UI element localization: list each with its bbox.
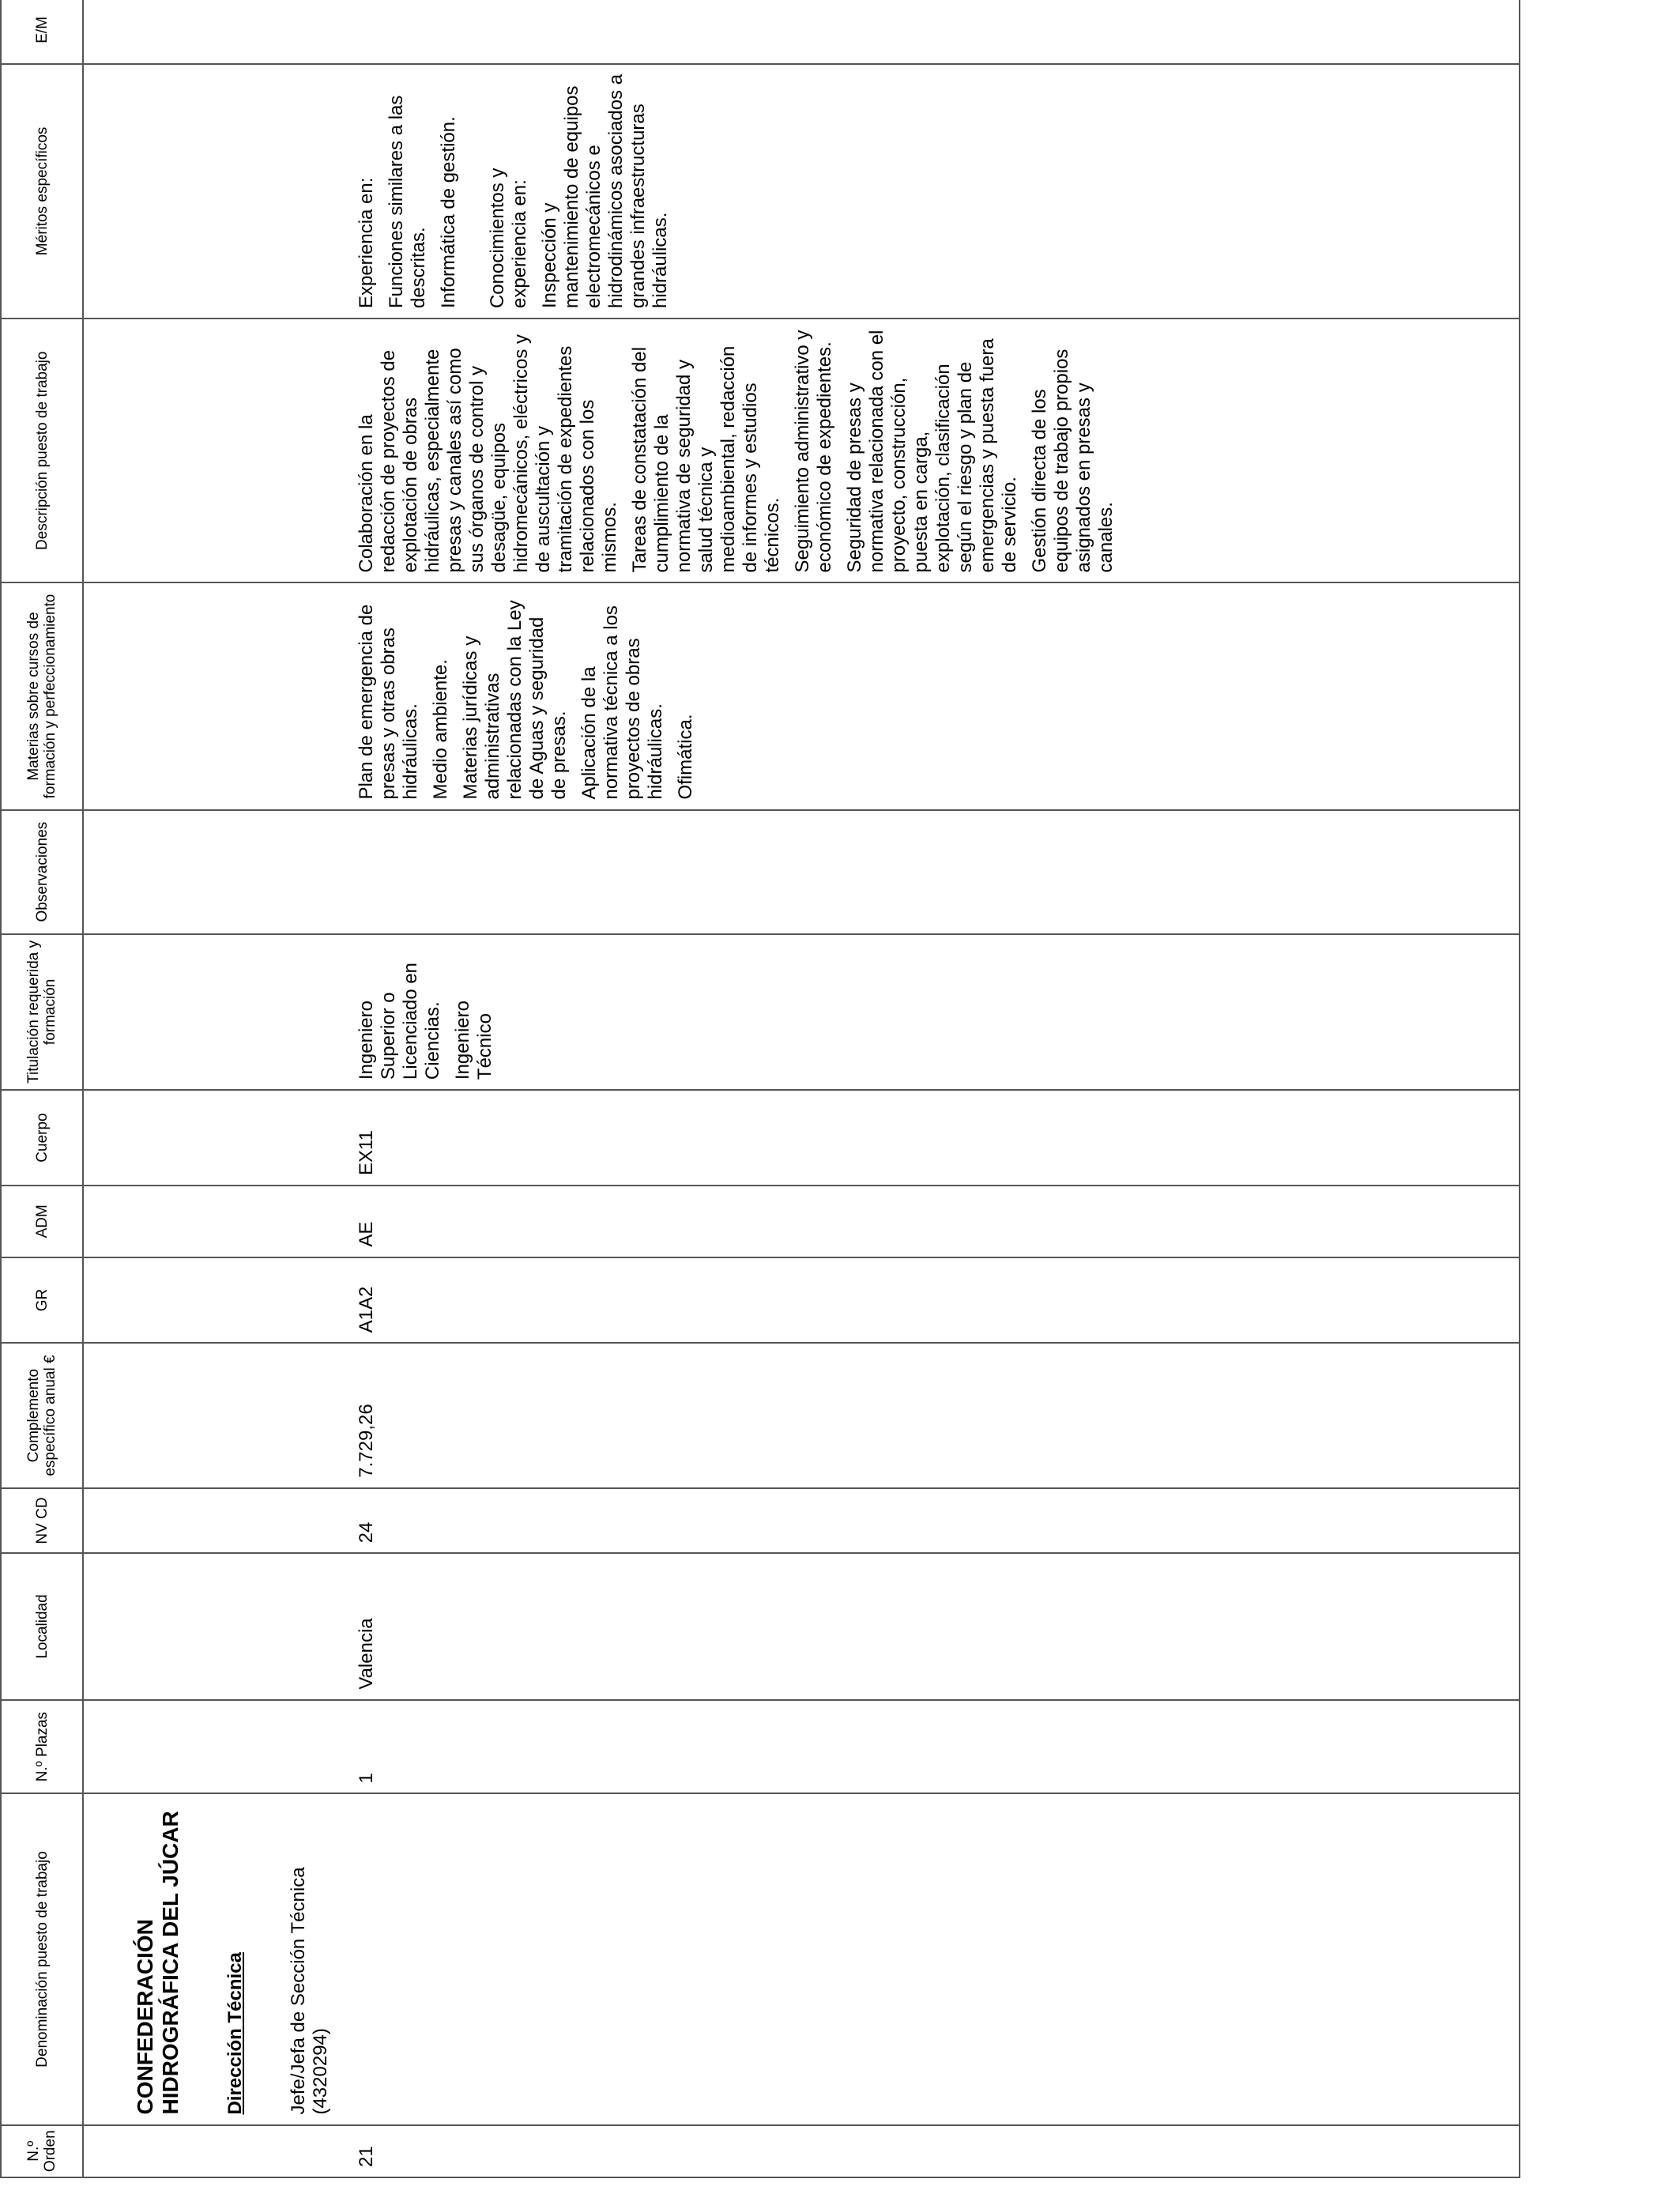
merito-item: Conocimientos y experiencia en: bbox=[487, 168, 530, 309]
cell-materias bbox=[83, 582, 1520, 809]
header-denominacion: Denominación puesto de trabajo bbox=[1, 1794, 83, 2125]
merito-item: Experiencia en: bbox=[356, 177, 377, 309]
header-observaciones: Observaciones bbox=[1, 810, 83, 934]
cell-descripcion bbox=[83, 319, 1520, 582]
header-materias: Materias sobre cursos de formación y perfeccionamiento bbox=[1, 582, 83, 809]
titulacion-line: Ingeniero Técnico bbox=[452, 1001, 495, 1080]
descripcion-item: Seguimiento administrativo y económico de expedientes. bbox=[792, 330, 835, 573]
header-meritos: Méritos específicos bbox=[1, 64, 83, 319]
header-orden: N.º Orden bbox=[1, 2125, 83, 2177]
cell-nivel: 24 bbox=[83, 1488, 1520, 1554]
header-cuerpo: Cuerpo bbox=[1, 1090, 83, 1186]
cell-adm: AE bbox=[83, 1186, 1520, 1257]
header-nivel: NV CD bbox=[1, 1488, 83, 1554]
header-plazas: N.º Plazas bbox=[1, 1700, 83, 1794]
organismo-title: CONFEDERACIÓN HIDROGRÁFICA DEL JÚCAR bbox=[133, 1811, 183, 2115]
puesto-name: Jefe/Jefa de Sección Técnica (4320294) bbox=[288, 1867, 331, 2115]
header-row bbox=[1, 0, 83, 2177]
descripcion-item: Colaboración en la redacción de proyectos de explotación de obras hidráulicas, especialmente presas y canales así como sus órganos de control y desagüe, equipos hidromecánicos, eléctricos y de auscultación y tramitación de expedientes relacionados con los mismos. bbox=[356, 334, 620, 573]
header-em: E/M bbox=[1, 0, 83, 64]
header-grupo: GR bbox=[1, 1257, 83, 1344]
cell-grupo: A1A2 bbox=[83, 1257, 1520, 1344]
direccion-subtitle: Dirección Técnica bbox=[224, 1952, 246, 2115]
cell-titulacion bbox=[83, 934, 1520, 1090]
merito-item: Inspección y mantenimiento de equipos electromecánicos e hidrodinámicos asociados a grandes infraestructuras hidráulicas. bbox=[539, 74, 671, 309]
cell-denominacion bbox=[83, 1794, 1520, 2125]
descripcion-item: Tareas de constatación del cumplimiento de la normativa de seguridad y salud técnica y medioambiental, redacción de informes y estudios técnicos. bbox=[629, 345, 783, 573]
descripcion-item: Seguridad de presas y normativa relacionada con el proyecto, construcción, puesta en carga, explotación, clasificación según el riesgo y plan de emergencias y puesta fuera de servicio. bbox=[844, 330, 1020, 573]
header-complemento: Complemento específico anual € bbox=[1, 1343, 83, 1487]
header-localidad: Localidad bbox=[1, 1553, 83, 1699]
table-row bbox=[83, 0, 1520, 2177]
descripcion-item: Gestión directa de los equipos de trabajo propios asignados en presas y canales. bbox=[1029, 349, 1117, 573]
cell-observaciones bbox=[83, 810, 1520, 934]
cell-localidad: Valencia bbox=[83, 1553, 1520, 1699]
header-descripcion: Descripción puesto de trabajo bbox=[1, 319, 83, 582]
cell-complemento: 7.729,26 bbox=[83, 1343, 1520, 1487]
materia-item: Ofimática. bbox=[675, 714, 696, 800]
cell-cuerpo: EX11 bbox=[83, 1090, 1520, 1186]
cell-orden: 21 bbox=[83, 2125, 1520, 2177]
materia-item: Aplicación de la normativa técnica a los proyectos de obras hidráulicas. bbox=[578, 605, 666, 800]
materia-item: Plan de emergencia de presas y otras obras hidráulicas. bbox=[356, 604, 421, 800]
titulacion-line: Ingeniero Superior o Licenciado en Ciencias. bbox=[356, 962, 443, 1080]
materia-item: Materias jurídicas y administrativas relacionadas con la Ley de Aguas y seguridad de presas. bbox=[460, 600, 570, 800]
merito-item: Informática de gestión. bbox=[438, 116, 459, 309]
header-adm: ADM bbox=[1, 1186, 83, 1257]
cell-meritos bbox=[83, 64, 1520, 319]
header-titulacion: Titulación requerida y formación bbox=[1, 934, 83, 1090]
merito-item: Funciones similares a las descritas. bbox=[386, 95, 429, 309]
cell-plazas: 1 bbox=[83, 1700, 1520, 1794]
cell-em bbox=[83, 0, 1520, 64]
materia-item: Medio ambiente. bbox=[430, 659, 451, 800]
